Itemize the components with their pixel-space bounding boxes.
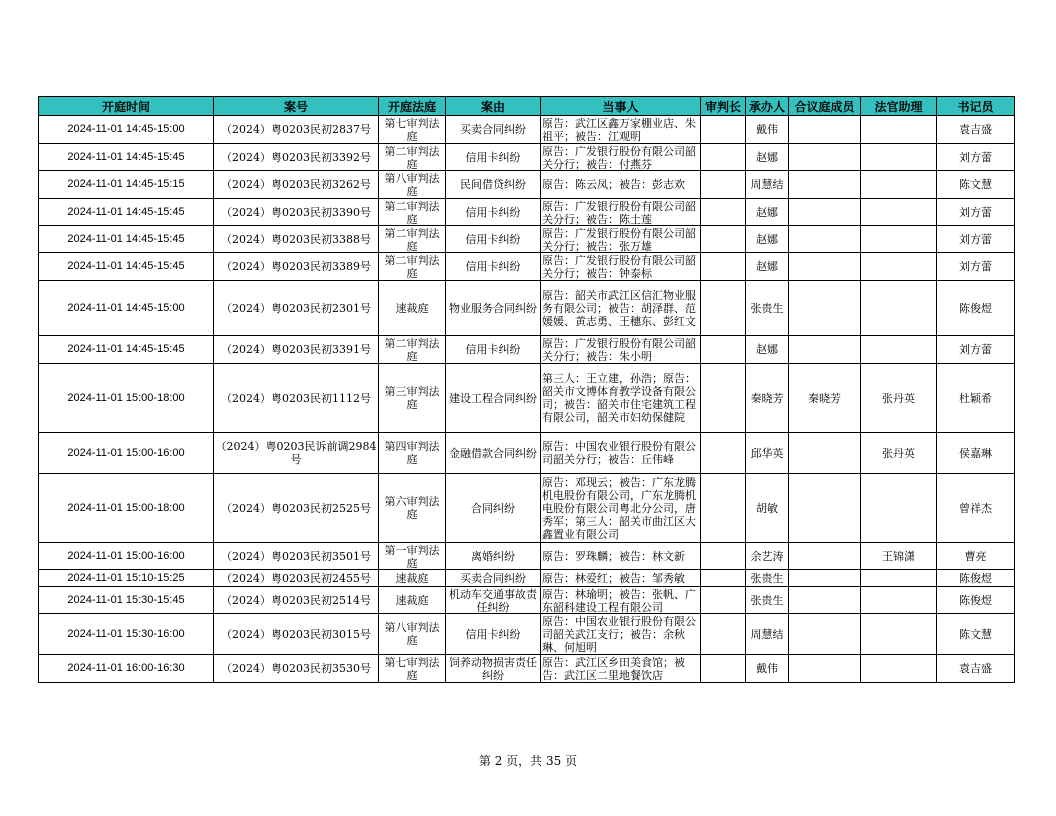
court-cell: 速裁庭 [379,587,446,614]
assistant-cell [861,281,937,336]
time-cell: 2024-11-01 15:30-16:00 [39,614,214,655]
header-row [39,97,1015,116]
clerk-cell: 刘方蕾 [937,199,1015,226]
panel-cell [789,587,861,614]
case-number-cell: （2024）粤0203民初2837号 [214,116,379,144]
assistant-cell [861,144,937,171]
chief-judge-cell [701,364,746,433]
chief-judge-cell [701,433,746,474]
table-row [39,199,1015,226]
table-row [39,543,1015,570]
header-time: 开庭时间 [39,97,214,116]
clerk-cell: 袁吉盛 [937,655,1015,683]
time-cell: 2024-11-01 14:45-15:45 [39,253,214,281]
header-clerk: 书记员 [937,97,1015,116]
parties-cell: 原告：罗珠麟；被告：林文新 [541,543,701,570]
cause-cell: 物业服务合同纠纷 [446,281,541,336]
court-cell: 第二审判法庭 [379,144,446,171]
court-cell: 第七审判法庭 [379,116,446,144]
chief-judge-cell [701,614,746,655]
handler-cell: 秦晓芳 [746,364,789,433]
court-cell: 第三审判法庭 [379,364,446,433]
handler-cell: 张贵生 [746,281,789,336]
clerk-cell: 陈文慧 [937,171,1015,199]
parties-cell: 原告：广发银行股份有限公司韶关分行；被告：钟泰标 [541,253,701,281]
time-cell: 2024-11-01 15:00-16:00 [39,433,214,474]
assistant-cell [861,199,937,226]
panel-cell [789,433,861,474]
chief-judge-cell [701,543,746,570]
table-row [39,144,1015,171]
cause-cell: 合同纠纷 [446,474,541,543]
chief-judge-cell [701,281,746,336]
case-number-cell: （2024）粤0203民初3391号 [214,336,379,364]
handler-cell: 周慧结 [746,614,789,655]
chief-judge-cell [701,655,746,683]
table-row [39,570,1015,587]
page-footer: 第 2 页，共 35 页 [478,754,578,768]
table-row [39,655,1015,683]
assistant-cell [861,587,937,614]
cause-cell: 买卖合同纠纷 [446,570,541,587]
time-cell: 2024-11-01 14:45-15:00 [39,281,214,336]
court-cell: 第八审判法庭 [379,171,446,199]
chief-judge-cell [701,144,746,171]
cause-cell: 机动车交通事故责任纠纷 [446,587,541,614]
parties-cell: 原告：林爱红；被告：邹秀敏 [541,570,701,587]
handler-cell: 赵娜 [746,226,789,253]
assistant-cell [861,226,937,253]
table-row [39,226,1015,253]
time-cell: 2024-11-01 14:45-15:15 [39,171,214,199]
assistant-cell: 张丹英 [861,433,937,474]
time-cell: 2024-11-01 16:00-16:30 [39,655,214,683]
parties-cell: 原告：武江区鑫万家棚业店、朱祖平；被告：江观明 [541,116,701,144]
case-number-cell: （2024）粤0203民初3392号 [214,144,379,171]
table-row [39,614,1015,655]
table-row [39,281,1015,336]
case-number-cell: （2024）粤0203民初3388号 [214,226,379,253]
header-case-number: 案号 [214,97,379,116]
case-number-cell: （2024）粤0203民诉前调2984号 [214,433,379,474]
table-row [39,364,1015,433]
assistant-cell [861,474,937,543]
handler-cell: 张贵生 [746,570,789,587]
time-cell: 2024-11-01 14:45-15:45 [39,226,214,253]
chief-judge-cell [701,253,746,281]
parties-cell: 原告：广发银行股份有限公司韶关分行；被告：陈土莲 [541,199,701,226]
parties-cell: 原告：广发银行股份有限公司韶关分行；被告：朱小明 [541,336,701,364]
panel-cell [789,281,861,336]
cause-cell: 信用卡纠纷 [446,614,541,655]
parties-cell: 原告：广发银行股份有限公司韶关分行；被告：张万雄 [541,226,701,253]
time-cell: 2024-11-01 15:30-15:45 [39,587,214,614]
panel-cell [789,226,861,253]
panel-cell [789,614,861,655]
court-cell: 第二审判法庭 [379,226,446,253]
clerk-cell: 曾祥杰 [937,474,1015,543]
assistant-cell: 王锦潇 [861,543,937,570]
parties-cell: 原告：中国农业银行股份有限公司韶关分行；被告：丘伟峰 [541,433,701,474]
cause-cell: 离婚纠纷 [446,543,541,570]
clerk-cell: 刘方蕾 [937,226,1015,253]
table-row [39,116,1015,144]
parties-cell: 第三人：王立建，孙浩；原告：韶关市文博体育教学设备有限公司；被告：韶关市住宅建筑工程有限公司，韶关市妇幼保健院 [541,364,701,433]
court-cell: 第七审判法庭 [379,655,446,683]
cause-cell: 金融借款合同纠纷 [446,433,541,474]
header-parties: 当事人 [541,97,701,116]
panel-cell [789,171,861,199]
panel-cell [789,253,861,281]
clerk-cell: 陈俊煜 [937,570,1015,587]
handler-cell: 周慧结 [746,171,789,199]
assistant-cell [861,570,937,587]
case-number-cell: （2024）粤0203民初3501号 [214,543,379,570]
cause-cell: 信用卡纠纷 [446,199,541,226]
handler-cell: 戴伟 [746,116,789,144]
cause-cell: 信用卡纠纷 [446,336,541,364]
header-cause: 案由 [446,97,541,116]
table-row [39,474,1015,543]
clerk-cell: 陈俊煜 [937,587,1015,614]
court-cell: 第二审判法庭 [379,199,446,226]
assistant-cell [861,614,937,655]
table-row [39,433,1015,474]
chief-judge-cell [701,474,746,543]
time-cell: 2024-11-01 14:45-15:45 [39,144,214,171]
time-cell: 2024-11-01 15:00-18:00 [39,474,214,543]
cause-cell: 信用卡纠纷 [446,253,541,281]
case-number-cell: （2024）粤0203民初3389号 [214,253,379,281]
panel-cell [789,336,861,364]
cause-cell: 建设工程合同纠纷 [446,364,541,433]
case-number-cell: （2024）粤0203民初2301号 [214,281,379,336]
chief-judge-cell [701,226,746,253]
handler-cell: 赵娜 [746,253,789,281]
clerk-cell: 陈文慧 [937,614,1015,655]
panel-cell [789,116,861,144]
case-number-cell: （2024）粤0203民初2525号 [214,474,379,543]
court-cell: 第六审判法庭 [379,474,446,543]
handler-cell: 戴伟 [746,655,789,683]
chief-judge-cell [701,587,746,614]
clerk-cell: 曹亮 [937,543,1015,570]
time-cell: 2024-11-01 14:45-15:00 [39,116,214,144]
parties-cell: 原告：武江区乡田美食馆；被告：武江区二里地餐饮店 [541,655,701,683]
table-row [39,587,1015,614]
handler-cell: 邱华英 [746,433,789,474]
panel-cell [789,474,861,543]
time-cell: 2024-11-01 14:45-15:45 [39,199,214,226]
panel-cell: 秦晓芳 [789,364,861,433]
time-cell: 2024-11-01 14:45-15:45 [39,336,214,364]
handler-cell: 赵娜 [746,144,789,171]
handler-cell: 胡敏 [746,474,789,543]
chief-judge-cell [701,336,746,364]
assistant-cell [861,171,937,199]
header-handler: 承办人 [746,97,789,116]
parties-cell: 原告：邓现云；被告：广东龙腾机电股份有限公司，广东龙腾机电股份有限公司粤北分公司，唐秀军；第三人：韶关市曲江区大鑫置业有限公司 [541,474,701,543]
panel-cell [789,199,861,226]
case-number-cell: （2024）粤0203民初3262号 [214,171,379,199]
handler-cell: 赵娜 [746,199,789,226]
parties-cell: 原告：中国农业银行股份有限公司韶关武江支行；被告：余秋琳、何旭明 [541,614,701,655]
court-cell: 速裁庭 [379,570,446,587]
court-cell: 第四审判法庭 [379,433,446,474]
table-row [39,253,1015,281]
hearing-schedule-table [38,96,1015,683]
court-cell: 第二审判法庭 [379,336,446,364]
panel-cell [789,543,861,570]
handler-cell: 张贵生 [746,587,789,614]
handler-cell: 余艺涛 [746,543,789,570]
handler-cell: 赵娜 [746,336,789,364]
parties-cell: 原告：韶关市武江区信汇物业服务有限公司；被告：胡泽群、范媛媛、黄志勇、王穗东、彭红文 [541,281,701,336]
clerk-cell: 刘方蕾 [937,253,1015,281]
assistant-cell [861,253,937,281]
header-court: 开庭法庭 [379,97,446,116]
header-panel: 合议庭成员 [789,97,861,116]
cause-cell: 民间借贷纠纷 [446,171,541,199]
time-cell: 2024-11-01 15:00-18:00 [39,364,214,433]
time-cell: 2024-11-01 15:10-15:25 [39,570,214,587]
panel-cell [789,570,861,587]
table-row [39,336,1015,364]
panel-cell [789,144,861,171]
chief-judge-cell [701,570,746,587]
case-number-cell: （2024）粤0203民初3390号 [214,199,379,226]
case-number-cell: （2024）粤0203民初2514号 [214,587,379,614]
court-cell: 第一审判法庭 [379,543,446,570]
time-cell: 2024-11-01 15:00-16:00 [39,543,214,570]
parties-cell: 原告：林瑜明；被告：张帆、广东韶科建设工程有限公司 [541,587,701,614]
court-cell: 第二审判法庭 [379,253,446,281]
header-assistant: 法官助理 [861,97,937,116]
clerk-cell: 袁吉盛 [937,116,1015,144]
chief-judge-cell [701,116,746,144]
assistant-cell: 张丹英 [861,364,937,433]
header-chief-judge: 审判长 [701,97,746,116]
table-row [39,171,1015,199]
clerk-cell: 陈俊煜 [937,281,1015,336]
case-number-cell: （2024）粤0203民初2455号 [214,570,379,587]
assistant-cell [861,116,937,144]
assistant-cell [861,336,937,364]
assistant-cell [861,655,937,683]
clerk-cell: 杜颖希 [937,364,1015,433]
cause-cell: 信用卡纠纷 [446,144,541,171]
case-number-cell: （2024）粤0203民初3015号 [214,614,379,655]
parties-cell: 原告：陈云凤；被告：彭志欢 [541,171,701,199]
clerk-cell: 刘方蕾 [937,336,1015,364]
court-cell: 第八审判法庭 [379,614,446,655]
panel-cell [789,655,861,683]
cause-cell: 信用卡纠纷 [446,226,541,253]
clerk-cell: 侯嘉琳 [937,433,1015,474]
court-cell: 速裁庭 [379,281,446,336]
cause-cell: 饲养动物损害责任纠纷 [446,655,541,683]
clerk-cell: 刘方蕾 [937,144,1015,171]
cause-cell: 买卖合同纠纷 [446,116,541,144]
case-number-cell: （2024）粤0203民初1112号 [214,364,379,433]
parties-cell: 原告：广发银行股份有限公司韶关分行；被告：付燕芬 [541,144,701,171]
chief-judge-cell [701,171,746,199]
case-number-cell: （2024）粤0203民初3530号 [214,655,379,683]
chief-judge-cell [701,199,746,226]
